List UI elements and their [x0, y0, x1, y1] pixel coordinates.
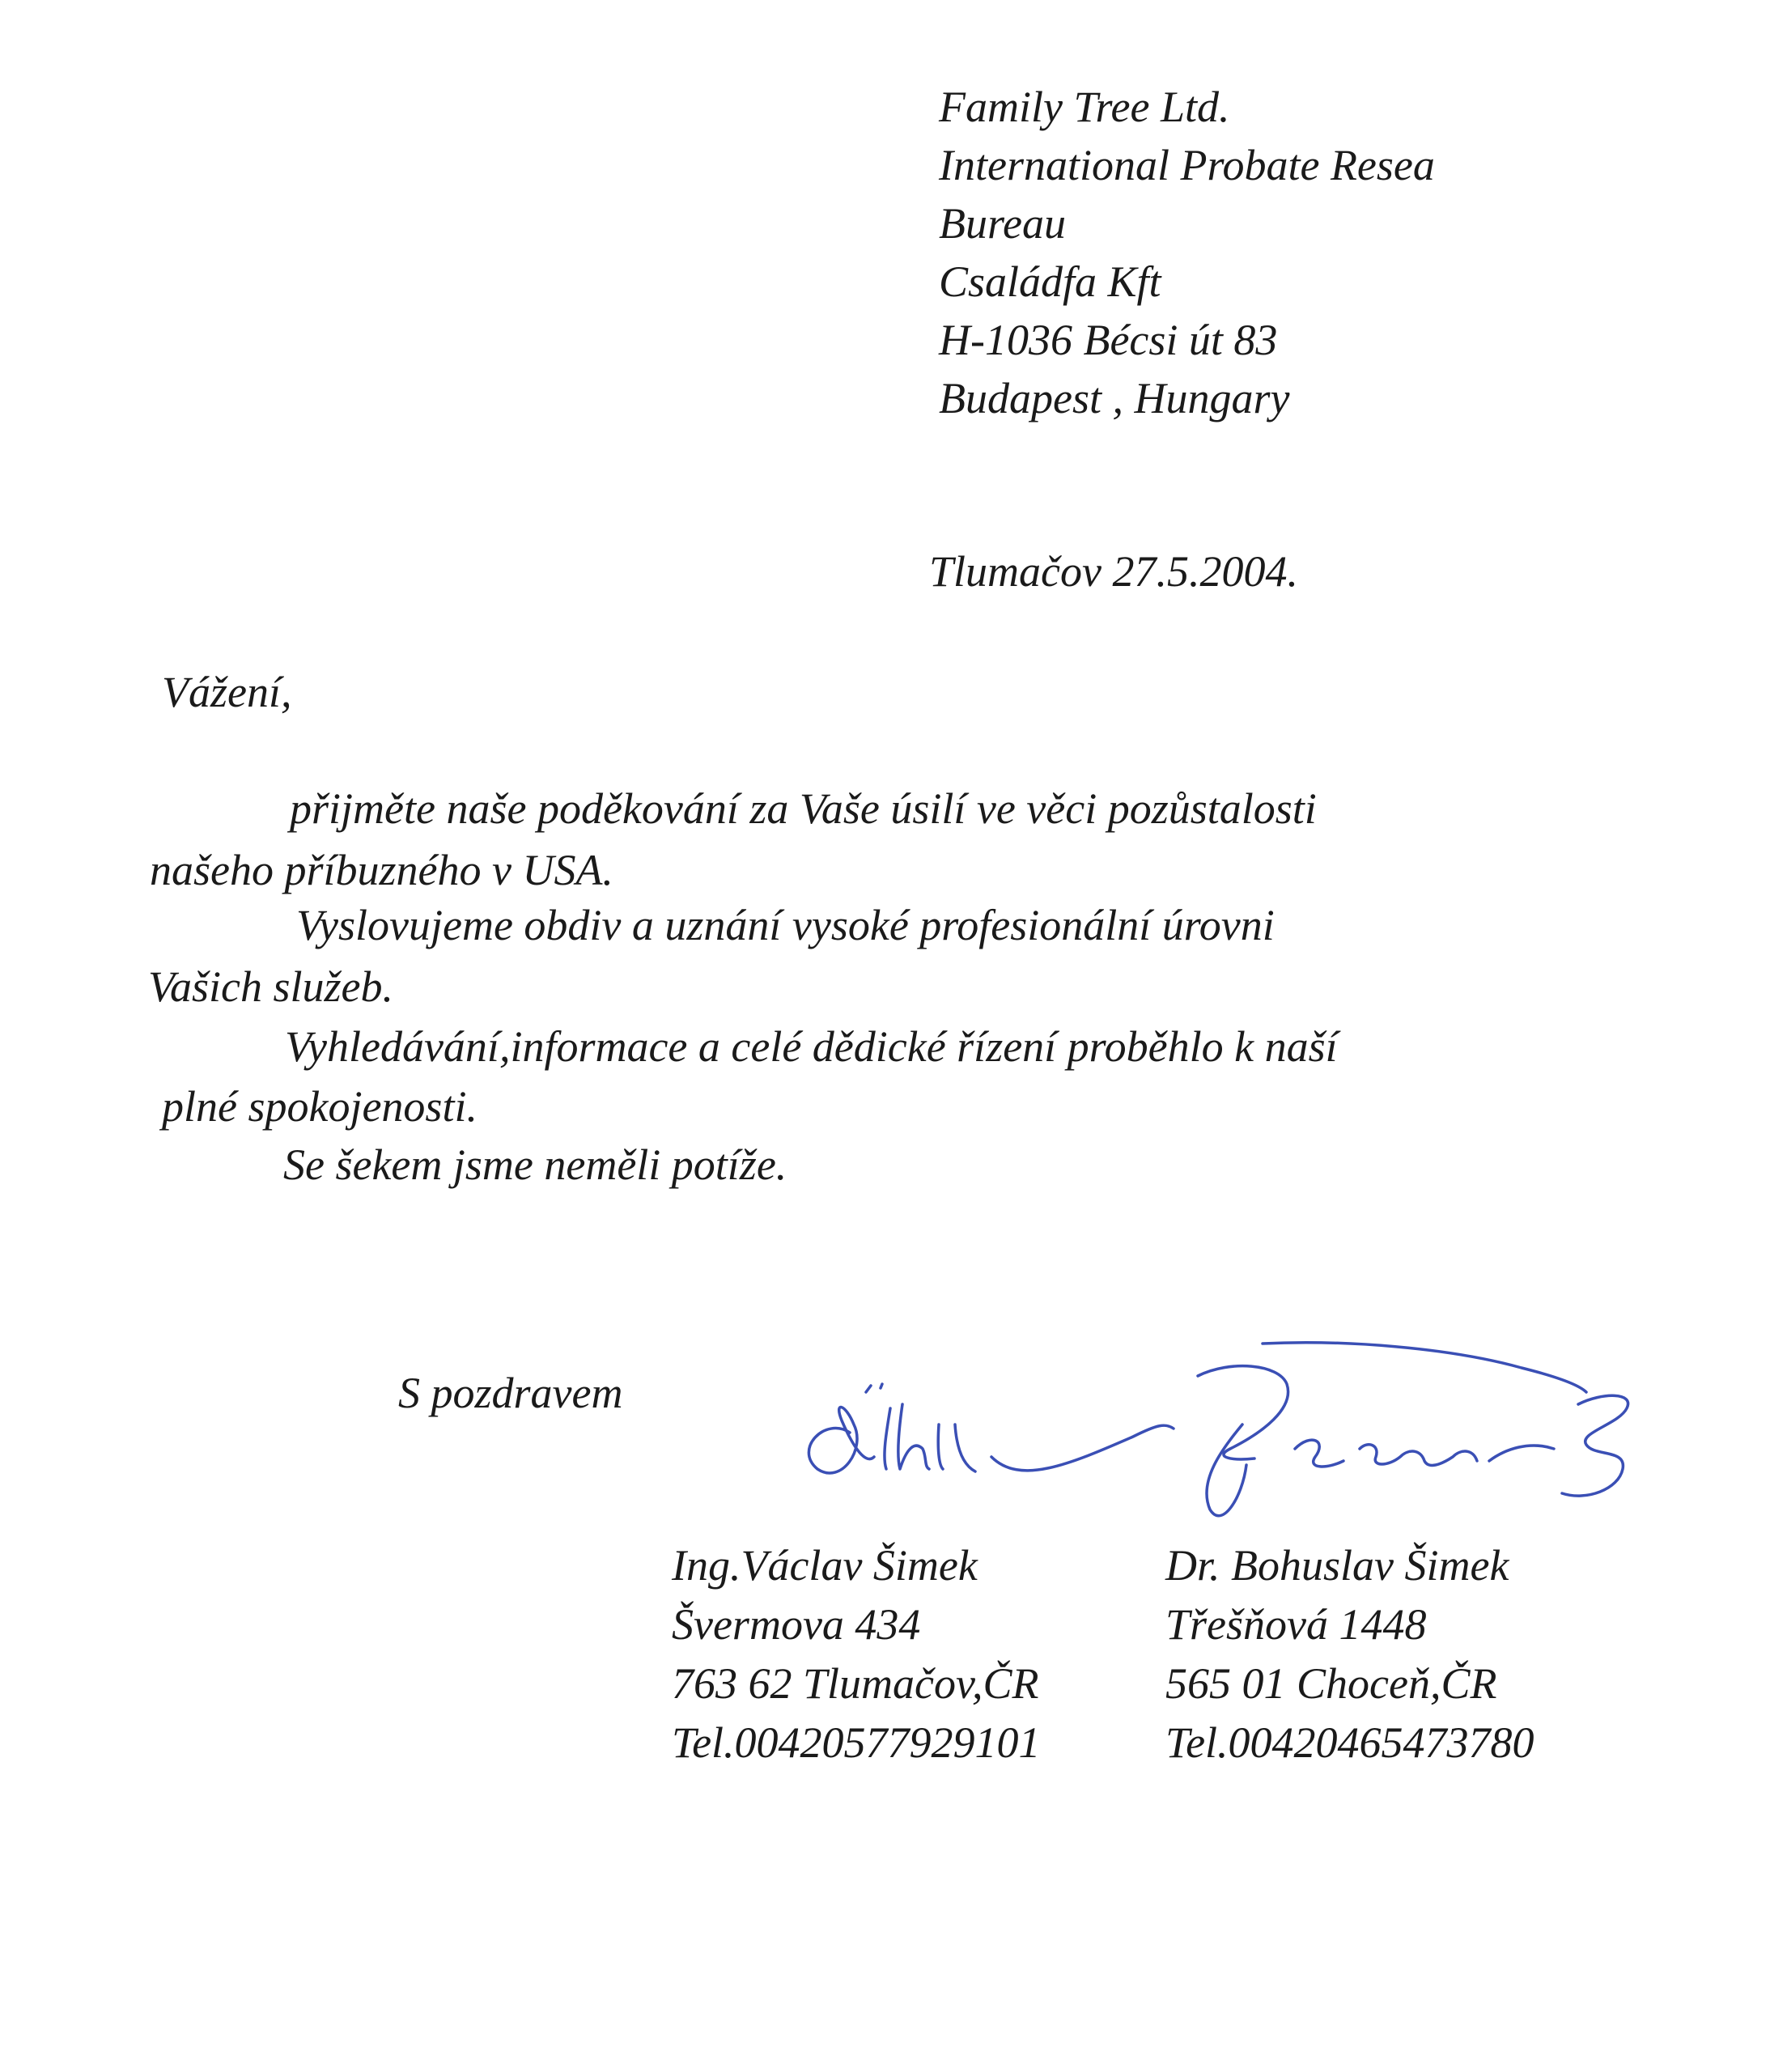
- recipient-line: Budapest , Hungary: [939, 374, 1290, 422]
- closing: S pozdravem: [398, 1369, 623, 1417]
- sender-2-city: 565 01 Choceň,ČR: [1165, 1659, 1497, 1708]
- body-line: plné spokojenosti.: [162, 1082, 478, 1131]
- signature-2: [1198, 1343, 1628, 1516]
- body-line: Se šekem jsme neměli potíže.: [283, 1140, 787, 1189]
- handwritten-signatures: [777, 1327, 1667, 1538]
- sender-1-phone: Tel.00420577929101: [672, 1718, 1041, 1767]
- sender-2: [1165, 1536, 1534, 1773]
- body-line: Vašich služeb.: [148, 962, 393, 1011]
- body-line: přijměte naše poděkování za Vaše úsilí ve věci pozůstalosti: [290, 784, 1317, 833]
- sender-1-street: Švermova 434: [672, 1600, 921, 1649]
- recipient-line: International Probate Resea: [939, 141, 1435, 189]
- body-line: Vyslovujeme obdiv a uznání vysoké profesionální úrovni: [296, 901, 1275, 949]
- body-line: našeho příbuzného v USA.: [150, 846, 613, 894]
- recipient-line: H-1036 Bécsi út 83: [939, 316, 1278, 364]
- sender-2-street: Třešňová 1448: [1165, 1600, 1427, 1649]
- sender-1-name: Ing.Václav Šimek: [672, 1541, 978, 1590]
- sender-2-name: Dr. Bohuslav Šimek: [1165, 1541, 1509, 1590]
- recipient-line: Bureau: [939, 199, 1066, 248]
- signature-1: [809, 1384, 1174, 1473]
- recipient-address: [939, 78, 1435, 427]
- salutation: Vážení,: [162, 668, 292, 716]
- body-line: Vyhledávání,informace a celé dědické řízení proběhlo k naší: [285, 1022, 1338, 1071]
- sender-1: [672, 1536, 1041, 1773]
- letter-date: Tlumačov 27.5.2004.: [929, 547, 1298, 596]
- sender-1-city: 763 62 Tlumačov,ČR: [672, 1659, 1039, 1708]
- recipient-line: Családfa Kft: [939, 257, 1161, 306]
- sender-2-phone: Tel.00420465473780: [1165, 1718, 1534, 1767]
- recipient-line: Family Tree Ltd.: [939, 83, 1230, 131]
